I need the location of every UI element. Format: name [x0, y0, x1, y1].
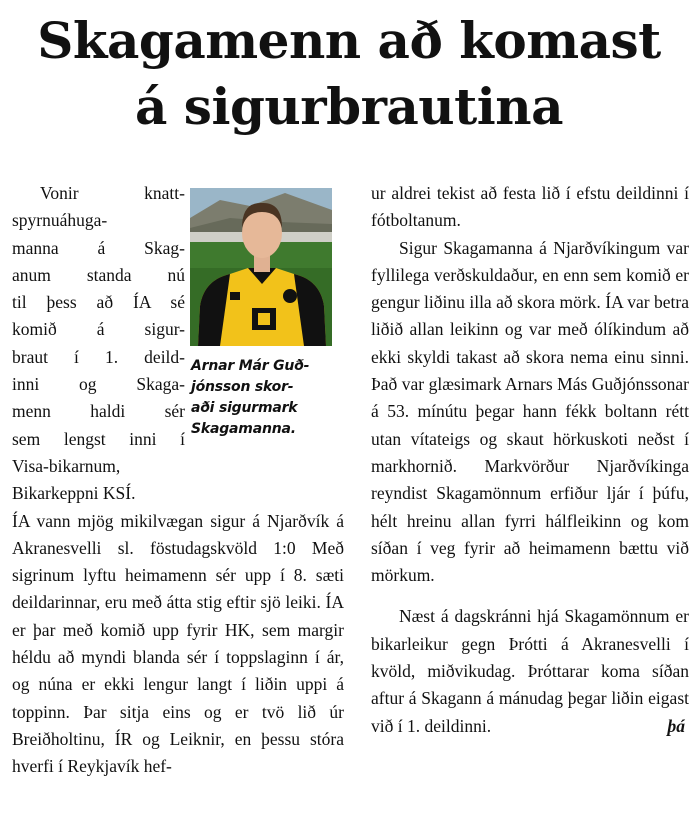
intro-line: til þess að ÍA sé [12, 292, 185, 313]
intro-line: sem lengst inni í [12, 428, 185, 449]
intro-paragraph [12, 180, 185, 508]
intro-line: braut í 1. deild- [12, 346, 185, 367]
intro-line: Vonir knatt- [40, 183, 185, 203]
intro-line: komið á sigur- [12, 319, 185, 340]
paragraph-next-match: Næst á dagskránni hjá Skagamönnum er bikarleikur gegn Þrótti á Akranesvelli í kvöld, miðvikudag. Þróttarar koma síðan aftur á Skagann á mánudag þegar liðin eigast við í 1. deildinni. [371, 606, 689, 736]
author-signature: þá [667, 715, 685, 736]
caption-line: Skagamanna. [191, 421, 296, 437]
intro-line: spyrnuáhuga- [12, 210, 108, 231]
headline [0, 8, 698, 140]
headline-line-1: Skagamenn að komast [37, 11, 661, 70]
intro-line: menn haldi sér [12, 401, 185, 422]
article-column-2 [371, 180, 689, 740]
intro-line: manna á Skag- [12, 237, 185, 258]
intro-line: Visa-bikarnum, [12, 455, 121, 476]
intro-line: Bikarkeppni KSÍ. [12, 483, 136, 504]
paragraph-match-analysis: Sigur Skagamanna á Njarðvíkingum var fyllilega verðskuldaður, en enn sem komið er gengur liðinu illa að skora mörk. ÍA var betra liðið allan leikinn og var með ólíkindum að ekki skyldi takast að skora nema einu sinni. Það var glæsimark Arnars Más Guðjónssonar á 53. mínútu þegar hann fékk boltann rétt utan vítateigs og skaut hörkuskoti neðst í markhornið. Markvörður Njarðvíkinga reyndist Skagamönnum erfiður ljár í þúfu, hélt hreinu allan fyrri hálfleikinn og kom síðan í veg fyrir að heimamenn bættu við mörkum. [371, 237, 689, 586]
intro-line: inni og Skaga- [12, 374, 185, 395]
paragraph-match-report: ÍA vann mjög mikilvægan sigur á Njarðvík á Akranesvelli sl. föstudagskvöld 1:0 Með sigrinum lyftu heimamenn sér upp í 8. sæti deildarinnar, eru með átta stig eftir sjö leiki. ÍA er þar með komið upp fyrir HK, sem margir héldu að myndi blanda sér í toppslaginn í ár, og núna er ekki lengur langt í liðin uppi á toppinn. Þar sitja eins og er tvö lið úr Breiðholtinu, ÍR og Leiknir, en þessu stóra hverfi í Reykjavík hef- [12, 510, 344, 777]
headline-line-2: á sigurbrautina [135, 77, 563, 136]
paragraph-continuation: ur aldrei tekist að festa lið í efstu deildinni í fótboltanum. [371, 183, 689, 231]
caption-line: jónsson skor- [191, 379, 294, 395]
caption-line: aði sigurmark [191, 400, 298, 416]
intro-line: anum standa nú [12, 264, 185, 285]
article-column-1 [12, 180, 344, 781]
caption-line: Arnar Már Guð- [191, 358, 310, 374]
